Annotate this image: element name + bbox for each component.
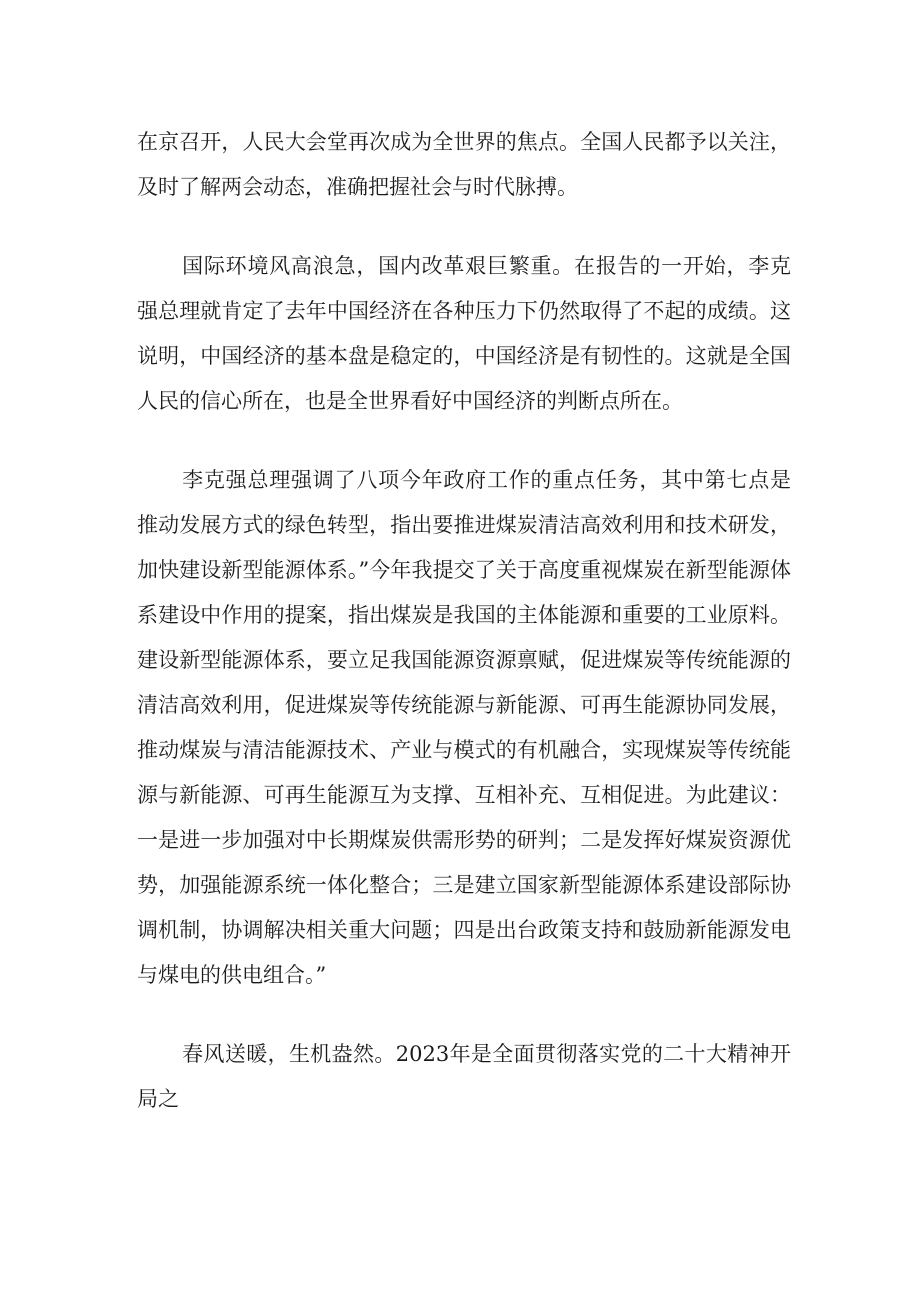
- paragraph-economy: 国际环境风高浪急，国内改革艰巨繁重。在报告的一开始，李克强总理就肯定了去年中国经济在各种压力下仍然取得了不起的成绩。这说明，中国经济的基本盘是稳定的，中国经济是有韧性的。这就是全国人民的信心所在，也是全世界看好中国经济的判断点所在。: [137, 254, 791, 413]
- paragraph-continued: 在京召开，人民大会堂再次成为全世界的焦点。全国人民都予以关注，及时了解两会动态，准确把握社会与时代脉搏。: [137, 130, 791, 199]
- document-body: [137, 120, 791, 1122]
- paragraph-spring: 春风送暖，生机盎然。2023年是全面贯彻落实党的二十大精神开局之: [137, 1042, 791, 1111]
- paragraph-energy-proposal: 李克强总理强调了八项今年政府工作的重点任务，其中第七点是推动发展方式的绿色转型，指出要推进煤炭清洁高效利用和技术研发，加快建设新型能源体系。”今年我提交了关于高度重视煤炭在新型能源体系建设中作用的提案，指出煤炭是我国的主体能源和重要的工业原料。建设新型能源体系，要立足我国能源资源禀赋，促进煤炭等传统能源的清洁高效利用，促进煤炭等传统能源与新能源、可再生能源协同发展，推动煤炭与清洁能源技术、产业与模式的有机融合，实现煤炭等传统能源与新能源、可再生能源互为支撑、互相补充、互相促进。为此建议：一是进一步加强对中长期煤炭供需形势的研判；二是发挥好煤炭资源优势，加强能源系统一体化整合；三是建立国家新型能源体系建设部际协调机制，协调解决相关重大问题；四是出台政策支持和鼓励新能源发电与煤电的供电组合。”: [137, 468, 791, 987]
